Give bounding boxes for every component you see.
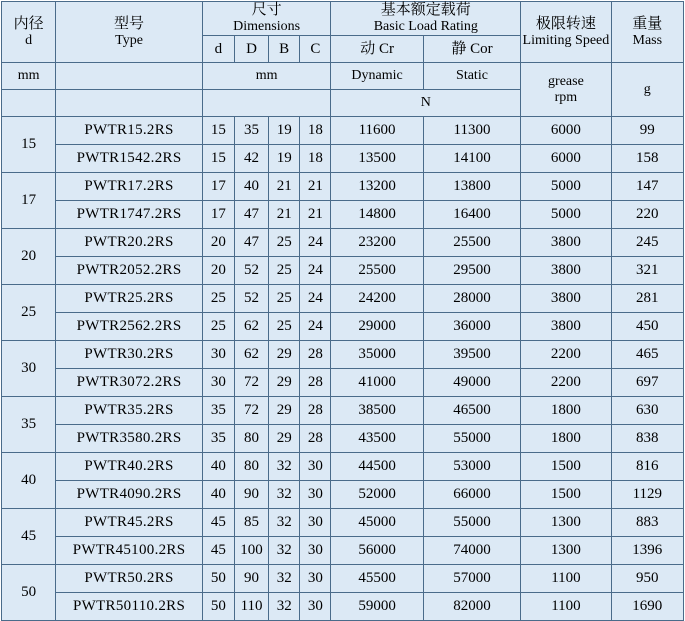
cell-static-cor: 82000 [423, 593, 520, 621]
cell-dim-B: 21 [269, 201, 300, 229]
cell-mass: 816 [611, 453, 683, 481]
cell-dim-d: 15 [202, 145, 234, 173]
bearing-spec-table [1, 1, 684, 621]
cell-static-cor: 53000 [423, 453, 520, 481]
cell-type: PWTR20.2RS [56, 229, 203, 257]
header-bore-unit: mm [2, 63, 56, 90]
cell-dim-D: 80 [234, 453, 268, 481]
cell-dim-D: 52 [234, 285, 268, 313]
cell-type: PWTR2052.2RS [56, 257, 203, 285]
cell-type: PWTR30.2RS [56, 341, 203, 369]
header-load-static-en: Static [423, 63, 520, 90]
header-dim-D: D [234, 36, 268, 63]
bore-group-cell: 15 [2, 117, 56, 173]
cell-dim-B: 19 [269, 145, 300, 173]
cell-dim-B: 21 [269, 173, 300, 201]
cell-limiting-speed: 1300 [521, 537, 611, 565]
cell-dim-D: 47 [234, 201, 268, 229]
cell-dim-C: 21 [300, 201, 331, 229]
cell-limiting-speed: 1500 [521, 481, 611, 509]
cell-dim-d: 15 [202, 117, 234, 145]
cell-dim-B: 29 [269, 425, 300, 453]
header-load-rating-en: Basic Load Rating [373, 19, 478, 35]
cell-dim-C: 30 [300, 593, 331, 621]
cell-dim-D: 85 [234, 509, 268, 537]
cell-type: PWTR35.2RS [56, 397, 203, 425]
cell-dynamic-cr: 35000 [331, 341, 423, 369]
bore-group-cell: 50 [2, 565, 56, 621]
cell-type: PWTR15.2RS [56, 117, 203, 145]
table-row [2, 369, 684, 397]
cell-limiting-speed: 1500 [521, 453, 611, 481]
cell-dim-D: 62 [234, 341, 268, 369]
cell-type: PWTR1542.2RS [56, 145, 203, 173]
cell-dim-D: 40 [234, 173, 268, 201]
cell-dim-d: 45 [202, 537, 234, 565]
cell-dim-B: 29 [269, 369, 300, 397]
cell-static-cor: 25500 [423, 229, 520, 257]
cell-limiting-speed: 1100 [521, 565, 611, 593]
cell-dim-d: 20 [202, 229, 234, 257]
table-row [2, 341, 684, 369]
table-row [2, 481, 684, 509]
cell-dim-D: 72 [234, 397, 268, 425]
cell-dim-C: 24 [300, 229, 331, 257]
cell-static-cor: 36000 [423, 313, 520, 341]
cell-type: PWTR50.2RS [56, 565, 203, 593]
cell-dim-d: 50 [202, 565, 234, 593]
cell-limiting-speed: 6000 [521, 117, 611, 145]
cell-dynamic-cr: 14800 [331, 201, 423, 229]
cell-dim-d: 30 [202, 369, 234, 397]
cell-dim-B: 32 [269, 453, 300, 481]
cell-dynamic-cr: 38500 [331, 397, 423, 425]
header-dimensions-unit: mm [202, 63, 331, 90]
cell-type: PWTR3580.2RS [56, 425, 203, 453]
header-speed-en: Limiting Speed [522, 32, 610, 48]
cell-limiting-speed: 3800 [521, 229, 611, 257]
header-dimensions-cn: 尺寸 [251, 2, 282, 18]
header-mass [611, 2, 683, 63]
table-row [2, 285, 684, 313]
cell-static-cor: 57000 [423, 565, 520, 593]
cell-dim-D: 80 [234, 425, 268, 453]
header-dim-d: d [202, 36, 234, 63]
cell-limiting-speed: 3800 [521, 257, 611, 285]
cell-mass: 245 [611, 229, 683, 257]
bore-group-cell: 20 [2, 229, 56, 285]
cell-dim-B: 32 [269, 565, 300, 593]
table-row [2, 257, 684, 285]
cell-dim-B: 19 [269, 117, 300, 145]
cell-limiting-speed: 5000 [521, 173, 611, 201]
header-type-en: Type [115, 32, 143, 48]
bore-group-cell: 40 [2, 453, 56, 509]
table-row [2, 173, 684, 201]
cell-mass: 281 [611, 285, 683, 313]
header-mass-cn: 重量 [632, 15, 663, 32]
cell-dim-D: 62 [234, 313, 268, 341]
table-row [2, 509, 684, 537]
cell-limiting-speed: 1100 [521, 593, 611, 621]
cell-dim-d: 25 [202, 313, 234, 341]
cell-dim-C: 28 [300, 369, 331, 397]
bore-group-cell: 30 [2, 341, 56, 397]
cell-dim-C: 24 [300, 257, 331, 285]
cell-static-cor: 13800 [423, 173, 520, 201]
cell-dynamic-cr: 24200 [331, 285, 423, 313]
header-bore-en: d [25, 32, 33, 48]
cell-dim-B: 29 [269, 341, 300, 369]
cell-dim-D: 72 [234, 369, 268, 397]
header-dim-C: C [300, 36, 331, 63]
cell-limiting-speed: 1800 [521, 425, 611, 453]
header-dimensions [202, 2, 331, 36]
cell-type: PWTR40.2RS [56, 453, 203, 481]
cell-dim-C: 30 [300, 509, 331, 537]
header-bore [2, 2, 56, 63]
cell-dim-C: 30 [300, 565, 331, 593]
cell-static-cor: 55000 [423, 509, 520, 537]
cell-dim-d: 35 [202, 397, 234, 425]
cell-static-cor: 46500 [423, 397, 520, 425]
cell-static-cor: 39500 [423, 341, 520, 369]
cell-mass: 1690 [611, 593, 683, 621]
header-speed-unit-grease: grease [548, 73, 584, 89]
cell-limiting-speed: 3800 [521, 285, 611, 313]
cell-dim-d: 17 [202, 201, 234, 229]
cell-dynamic-cr: 41000 [331, 369, 423, 397]
header-load-static-cn: 静 Cor [423, 36, 520, 63]
table-row [2, 201, 684, 229]
cell-dynamic-cr: 45000 [331, 509, 423, 537]
cell-type: PWTR45.2RS [56, 509, 203, 537]
cell-dim-d: 40 [202, 453, 234, 481]
cell-dim-B: 32 [269, 593, 300, 621]
header-dim-B: B [269, 36, 300, 63]
cell-static-cor: 16400 [423, 201, 520, 229]
header-load-dynamic-en: Dynamic [331, 63, 423, 90]
table-row [2, 229, 684, 257]
cell-dim-D: 42 [234, 145, 268, 173]
cell-dim-D: 47 [234, 229, 268, 257]
cell-dim-B: 32 [269, 509, 300, 537]
cell-limiting-speed: 5000 [521, 201, 611, 229]
cell-dim-d: 50 [202, 593, 234, 621]
header-type-cn: 型号 [114, 15, 145, 32]
cell-mass: 838 [611, 425, 683, 453]
cell-limiting-speed: 1800 [521, 397, 611, 425]
cell-dynamic-cr: 11600 [331, 117, 423, 145]
cell-dim-C: 30 [300, 453, 331, 481]
header-blank-type2 [56, 90, 203, 117]
header-load-dynamic-cn: 动 Cr [331, 36, 423, 63]
cell-dynamic-cr: 29000 [331, 313, 423, 341]
header-speed-unit-rpm: rpm [554, 89, 578, 105]
table-row [2, 313, 684, 341]
cell-dim-d: 17 [202, 173, 234, 201]
cell-dim-B: 25 [269, 229, 300, 257]
cell-dim-C: 18 [300, 145, 331, 173]
cell-static-cor: 11300 [423, 117, 520, 145]
cell-type: PWTR50110.2RS [56, 593, 203, 621]
cell-limiting-speed: 6000 [521, 145, 611, 173]
table-body [2, 117, 684, 621]
header-mass-en: Mass [632, 32, 663, 48]
cell-mass: 158 [611, 145, 683, 173]
cell-mass: 220 [611, 201, 683, 229]
header-blank-dims2 [202, 90, 331, 117]
cell-mass: 147 [611, 173, 683, 201]
header-speed-cn: 极限转速 [535, 15, 596, 32]
cell-dynamic-cr: 43500 [331, 425, 423, 453]
header-blank-bore2 [2, 90, 56, 117]
cell-dim-C: 28 [300, 425, 331, 453]
cell-dim-B: 25 [269, 285, 300, 313]
cell-dim-D: 35 [234, 117, 268, 145]
cell-type: PWTR17.2RS [56, 173, 203, 201]
cell-type: PWTR45100.2RS [56, 537, 203, 565]
cell-dim-C: 24 [300, 285, 331, 313]
cell-mass: 99 [611, 117, 683, 145]
header-type-unit-blank [56, 63, 203, 90]
cell-dynamic-cr: 56000 [331, 537, 423, 565]
cell-mass: 630 [611, 397, 683, 425]
cell-limiting-speed: 1300 [521, 509, 611, 537]
cell-dim-d: 20 [202, 257, 234, 285]
cell-static-cor: 74000 [423, 537, 520, 565]
table-row [2, 117, 684, 145]
cell-dim-d: 25 [202, 285, 234, 313]
table-row [2, 145, 684, 173]
cell-dim-D: 52 [234, 257, 268, 285]
table-row [2, 593, 684, 621]
header-load-rating [331, 2, 521, 36]
cell-static-cor: 14100 [423, 145, 520, 173]
cell-dynamic-cr: 13200 [331, 173, 423, 201]
bore-group-cell: 17 [2, 173, 56, 229]
cell-dynamic-cr: 23200 [331, 229, 423, 257]
cell-dim-D: 100 [234, 537, 268, 565]
cell-limiting-speed: 2200 [521, 369, 611, 397]
header-speed-unit [521, 63, 611, 117]
cell-dim-C: 18 [300, 117, 331, 145]
bore-group-cell: 25 [2, 285, 56, 341]
cell-dim-d: 40 [202, 481, 234, 509]
cell-dim-B: 32 [269, 481, 300, 509]
cell-dynamic-cr: 52000 [331, 481, 423, 509]
table-row [2, 425, 684, 453]
cell-dim-C: 30 [300, 537, 331, 565]
cell-dim-B: 32 [269, 537, 300, 565]
cell-static-cor: 55000 [423, 425, 520, 453]
cell-type: PWTR1747.2RS [56, 201, 203, 229]
cell-dim-D: 90 [234, 481, 268, 509]
cell-dynamic-cr: 25500 [331, 257, 423, 285]
cell-mass: 950 [611, 565, 683, 593]
cell-mass: 697 [611, 369, 683, 397]
table-row [2, 453, 684, 481]
cell-dynamic-cr: 44500 [331, 453, 423, 481]
cell-dim-B: 25 [269, 257, 300, 285]
cell-dynamic-cr: 45500 [331, 565, 423, 593]
cell-static-cor: 66000 [423, 481, 520, 509]
header-bore-cn: 内径 [13, 15, 44, 32]
cell-mass: 465 [611, 341, 683, 369]
header-load-rating-cn: 基本额定载荷 [380, 2, 471, 18]
cell-mass: 1129 [611, 481, 683, 509]
cell-dim-C: 28 [300, 397, 331, 425]
cell-static-cor: 28000 [423, 285, 520, 313]
cell-dynamic-cr: 13500 [331, 145, 423, 173]
cell-dim-d: 30 [202, 341, 234, 369]
cell-dim-C: 21 [300, 173, 331, 201]
bore-group-cell: 35 [2, 397, 56, 453]
cell-type: PWTR3072.2RS [56, 369, 203, 397]
cell-mass: 883 [611, 509, 683, 537]
cell-static-cor: 29500 [423, 257, 520, 285]
header-speed [521, 2, 611, 63]
bore-group-cell: 45 [2, 509, 56, 565]
header-dimensions-en: Dimensions [233, 19, 301, 35]
table-row [2, 537, 684, 565]
cell-mass: 450 [611, 313, 683, 341]
cell-type: PWTR2562.2RS [56, 313, 203, 341]
cell-dim-D: 110 [234, 593, 268, 621]
table-row [2, 397, 684, 425]
cell-mass: 321 [611, 257, 683, 285]
header-mass-unit: g [611, 63, 683, 117]
cell-dim-C: 30 [300, 481, 331, 509]
cell-static-cor: 49000 [423, 369, 520, 397]
cell-type: PWTR4090.2RS [56, 481, 203, 509]
cell-dim-C: 28 [300, 341, 331, 369]
header-load-unit: N [331, 90, 521, 117]
cell-dim-C: 24 [300, 313, 331, 341]
cell-mass: 1396 [611, 537, 683, 565]
cell-limiting-speed: 3800 [521, 313, 611, 341]
cell-dim-d: 35 [202, 425, 234, 453]
cell-limiting-speed: 2200 [521, 341, 611, 369]
cell-dim-D: 90 [234, 565, 268, 593]
cell-type: PWTR25.2RS [56, 285, 203, 313]
cell-dim-B: 29 [269, 397, 300, 425]
cell-dynamic-cr: 59000 [331, 593, 423, 621]
table-row [2, 565, 684, 593]
header-type [56, 2, 203, 63]
cell-dim-d: 45 [202, 509, 234, 537]
cell-dim-B: 25 [269, 313, 300, 341]
